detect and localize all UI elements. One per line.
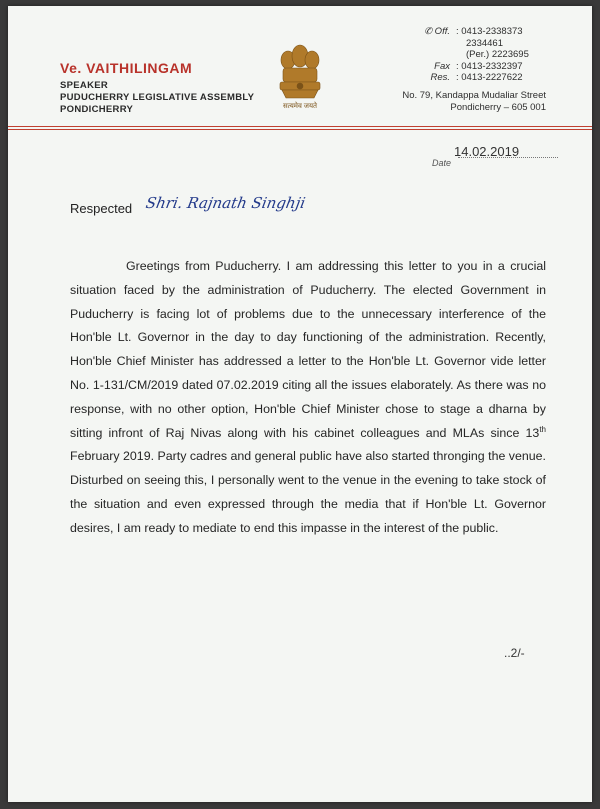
contact-row (384, 26, 564, 38)
header-divider-thin (8, 129, 592, 130)
sender-title: SPEAKER (60, 80, 109, 91)
address-line: Pondicherry – 605 001 (450, 102, 546, 113)
ordinal-superscript: th (539, 424, 546, 434)
sender-organization: PUDUCHERRY LEGISLATIVE ASSEMBLY (60, 92, 255, 103)
contact-block (384, 26, 564, 84)
contact-label: Res. (430, 72, 450, 84)
address-line: No. 79, Kandappa Mudaliar Street (402, 90, 546, 101)
address-block (402, 90, 546, 114)
sender-city: PONDICHERRY (60, 104, 134, 115)
emblem-caption: सत्यमेव जयते (282, 103, 318, 110)
body-text-part2: February 2019. Party cadres and general public have also started thronging the venue. Disturbed on seeing this, I personally went to the venue in the evening to take stock of the situation and even expressed through the media that if Hon'ble Lt. Governor desires, I am ready to mediate to end this impasse in the interest of the public. (70, 449, 546, 535)
contact-label (384, 49, 456, 61)
salutation-prefix: Respected (70, 201, 133, 216)
contact-row (384, 72, 564, 84)
body-paragraph (70, 255, 546, 541)
header-divider (8, 126, 592, 127)
contact-value: : 0413-2338373 (456, 26, 523, 37)
date-dotted-line (458, 157, 558, 158)
state-emblem-icon (274, 42, 326, 122)
contact-value: (Per.) 2223695 (466, 49, 529, 61)
contact-label: Fax (434, 60, 450, 72)
letter-body (70, 255, 546, 541)
salutation-handwritten-name: Shri. Rajnath Singhji (144, 194, 307, 212)
contact-label: ✆ Off. (424, 26, 450, 37)
date-label: Date (432, 158, 452, 168)
contact-row (384, 49, 564, 61)
contact-value: : 0413-2227622 (456, 72, 523, 84)
page-continuation-marker: ..2/- (504, 646, 525, 660)
contact-row (384, 61, 564, 73)
sender-name: Ve. VAITHILINGAM (60, 60, 193, 76)
contact-row (384, 38, 564, 50)
contact-label (384, 38, 456, 50)
date-value: 14.02.2019 (454, 144, 520, 159)
contact-value: : 0413-2332397 (456, 60, 523, 72)
body-text-part1: Greetings from Puducherry. I am addressing this letter to you in a crucial situation faced by the administration of Puducherry. The elected Government in Puducherry is facing lot of problems due to the unnecessary interference of the Hon'ble Lt. Governor in the day to day functioning of the administration. Recently, Hon'ble Chief Minister has addressed a letter to the Hon'ble Lt. Governor vide letter No. 1-131/CM/2019 dated 07.02.2019 citing all the issues elaborately. As there was no response, with no other option, Hon'ble Chief Minister chose to stage a dharna by sitting infront of Raj Nivas along with his cabinet colleagues and MLAs since 13 (70, 259, 546, 440)
letter-page (8, 6, 592, 802)
contact-value: 2334461 (466, 37, 503, 49)
